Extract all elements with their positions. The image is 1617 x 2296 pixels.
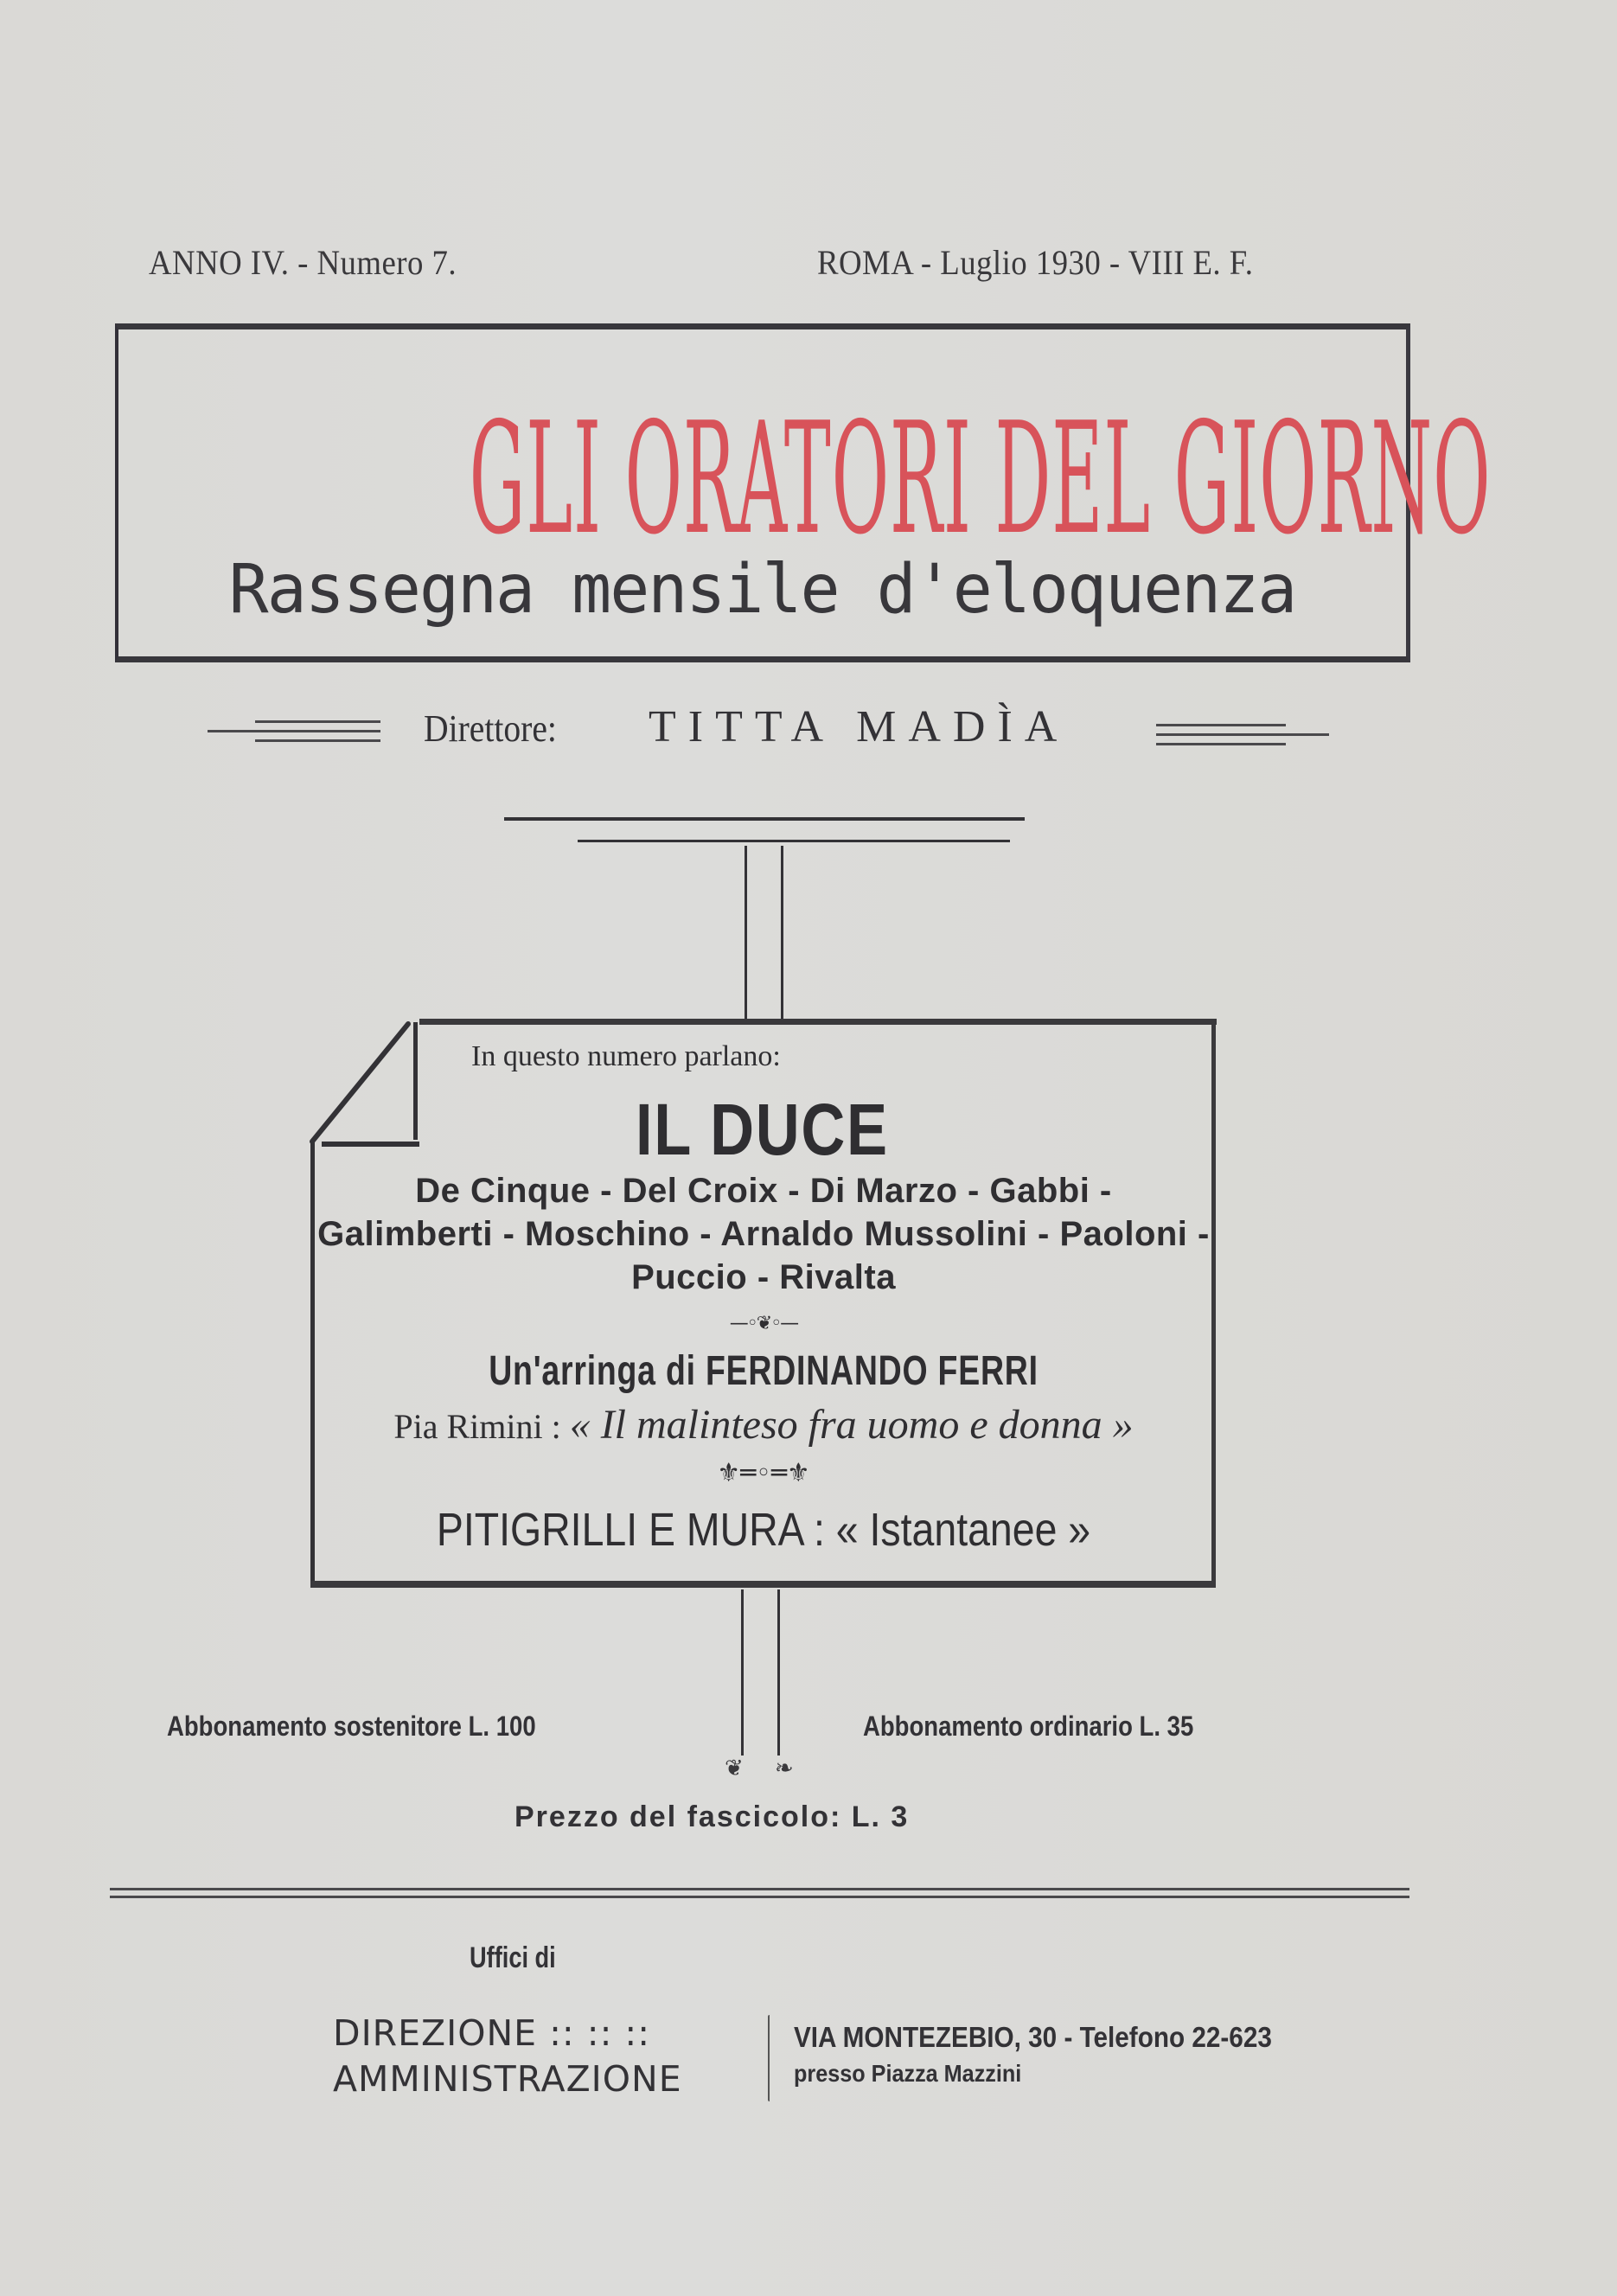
decorative-rule-lower [578, 840, 1010, 842]
office-address-note: presso Piazza Mazzini [794, 2060, 1022, 2087]
post-left-lower [741, 1589, 744, 1756]
subscription-ordinary: Abbonamento ordinario L. 35 [863, 1711, 1194, 1742]
article-author: Pia Rimini : [393, 1407, 561, 1446]
article-title: « Il malinteso fra uomo e donna » [569, 1402, 1134, 1448]
issue-number: ANNO IV. - Numero 7. [149, 243, 457, 282]
contents-box-border-right [1211, 1020, 1216, 1588]
brace-icon [768, 2015, 771, 2101]
feature-line: Un'arringa di FERDINANDO FERRI [489, 1348, 1039, 1394]
offices-heading: Uffici di [470, 1941, 556, 1974]
office-address: VIA MONTEZEBIO, 30 - Telefono 22-623 [794, 2021, 1272, 2053]
issue-date: ROMA - Luglio 1930 - VIII E. F. [817, 243, 1254, 282]
footer-rule-top [110, 1888, 1409, 1890]
speakers-line-3: Puccio - Rivalta [631, 1258, 896, 1296]
issue-price: Prezzo del fascicolo: L. 3 [514, 1800, 910, 1833]
article-line [313, 1401, 1214, 1449]
speakers-line-2: Galimberti - Moschino - Arnaldo Mussolini - Paoloni - [317, 1215, 1210, 1253]
flourish-left-icon: ❦ [725, 1756, 744, 1781]
column-line: PITIGRILLI E MURA : « Istantanee » [436, 1504, 1091, 1556]
director-name: TITTA MADÌA [649, 702, 1070, 751]
page-fold-icon [307, 1019, 419, 1148]
director-line [0, 702, 1617, 765]
post-right-upper [781, 846, 783, 1019]
decorative-rule-upper [504, 817, 1025, 821]
subscription-supporter: Abbonamento sostenitore L. 100 [167, 1711, 536, 1742]
flourish-right-icon: ❧ [775, 1756, 794, 1781]
footer-rule-bottom [110, 1896, 1409, 1898]
contents-intro: In questo numero parlano: [471, 1040, 781, 1072]
post-left-upper [745, 846, 747, 1019]
ornament-scroll-icon: ⚜═◦═⚜ [717, 1458, 810, 1488]
contents-box-border-top [419, 1019, 1217, 1025]
post-right-lower [777, 1589, 780, 1756]
office-administration: AMMINISTRAZIONE [333, 2058, 682, 2100]
director-label: Direttore: [424, 707, 557, 750]
contents-box-border-bottom [310, 1581, 1216, 1588]
ornament-divider-icon: —◦❦◦— [729, 1313, 798, 1334]
masthead-title: GLI ORATORI DEL GIORNO [469, 389, 1492, 568]
masthead-subtitle: Rassegna mensile d'eloquenza [228, 551, 1296, 629]
office-direction: DIREZIONE :: :: :: [333, 2012, 651, 2054]
director-credit [424, 702, 1070, 751]
masthead-box [115, 323, 1492, 662]
speakers-line-1: De Cinque - Del Croix - Di Marzo - Gabbi - [415, 1172, 1112, 1210]
right-triple-rule [1156, 724, 1329, 746]
contents-headline: IL DUCE [636, 1089, 889, 1170]
left-triple-rule [208, 720, 380, 743]
